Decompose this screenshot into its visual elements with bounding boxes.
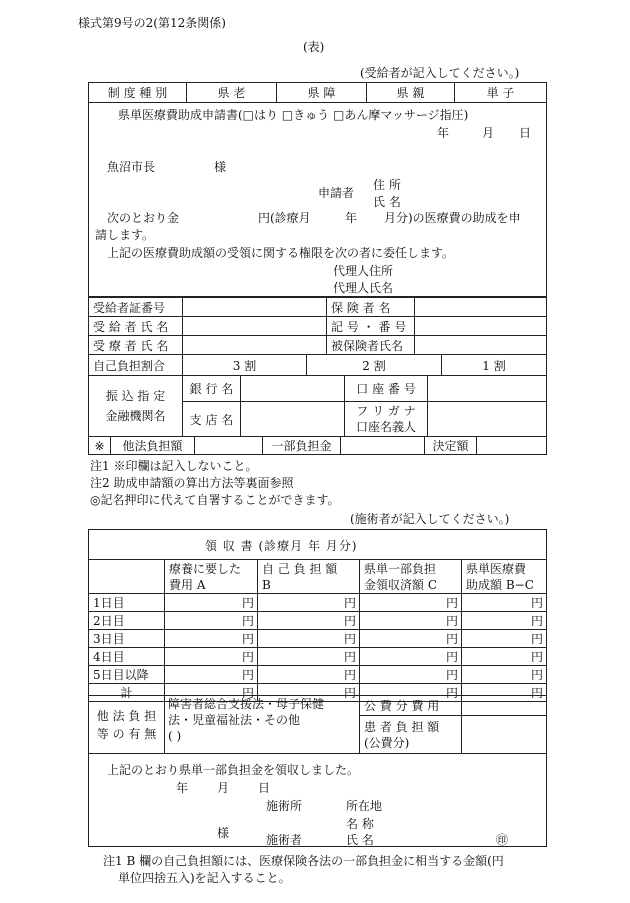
bank-label-1: 振 込 指 定 xyxy=(105,389,166,403)
row-day4-d[interactable]: 円 xyxy=(462,648,547,666)
col-c-line1: 県単一部負担 xyxy=(364,561,437,576)
receipt-col-c xyxy=(360,560,462,594)
symbol-number-field[interactable] xyxy=(415,317,547,336)
row-day3-a[interactable]: 円 xyxy=(165,630,258,648)
location-label: 所在地 xyxy=(346,799,383,813)
laws-line-3: ( ) xyxy=(168,729,182,743)
category-option-ken-sho[interactable]: 県 障 xyxy=(277,83,367,103)
partial-burden-label: 一部負担金 xyxy=(263,437,341,455)
row-day1-b[interactable]: 円 xyxy=(258,594,360,612)
burden-option-2[interactable]: 2 割 xyxy=(307,355,442,376)
row-day5-d[interactable]: 円 xyxy=(462,666,547,684)
note-3: ◎記名押印に代えて自署することができます。 xyxy=(90,493,340,507)
col-d-line2: 助成額 B−C xyxy=(466,577,534,592)
office-mark: ※ xyxy=(89,437,111,455)
category-table xyxy=(88,82,547,103)
furigana-label: フ リ ガ ナ xyxy=(356,404,416,418)
decided-amount-field xyxy=(477,437,547,455)
row-day1-a[interactable]: 円 xyxy=(165,594,258,612)
practitioner-name-label: 氏 名 xyxy=(346,833,374,847)
application-title: 県単医療費助成申請書(□はり □きゅう □あん摩マッサージ指圧) xyxy=(118,108,469,122)
receipt-col-d xyxy=(462,560,547,594)
laws-cell[interactable] xyxy=(165,696,360,754)
date-day: 日 xyxy=(519,126,532,140)
insured-name-label: 被保険者氏名 xyxy=(327,336,415,355)
row-total-c[interactable]: 円 xyxy=(360,684,462,702)
symbol-number-label: 記 号 ・ 番 号 xyxy=(327,317,415,336)
col-b-line2: B xyxy=(262,577,271,592)
insurer-label: 保 険 者 名 xyxy=(327,298,415,317)
branch-field[interactable] xyxy=(241,402,345,437)
insurer-field[interactable] xyxy=(415,298,547,317)
body-amount: 次のとおり金 xyxy=(107,211,180,225)
office-table xyxy=(88,436,547,455)
row-day4-a[interactable]: 円 xyxy=(165,648,258,666)
receipt-col-b xyxy=(258,560,360,594)
date-year: 年 xyxy=(437,126,450,140)
category-option-ken-ro[interactable]: 県 老 xyxy=(187,83,277,103)
applicant-address-label: 住 所 xyxy=(373,178,401,192)
applicant-label: 申請者 xyxy=(318,186,355,200)
bank-name-field[interactable] xyxy=(241,376,345,402)
col-a-line2: 費用 A xyxy=(169,577,206,592)
body-year: 年 xyxy=(345,211,358,225)
account-holder-label xyxy=(345,402,428,437)
row-total-label: 計 xyxy=(89,684,165,702)
note-2: 注2 助成申請額の算出方法等裏面参照 xyxy=(90,476,294,490)
side-label: (表) xyxy=(303,40,325,54)
body-end: 請します。 xyxy=(95,228,155,242)
received-month: 月 xyxy=(217,781,230,795)
bank-designation xyxy=(89,376,183,437)
row-day5-b[interactable]: 円 xyxy=(258,666,360,684)
burden-table xyxy=(88,354,547,376)
other-law-label-1: 他 法 負 担 xyxy=(96,708,157,723)
row-day4-label: 4日目 xyxy=(89,648,165,666)
recipient-note: (受給者が記入してください。) xyxy=(360,66,520,80)
row-day2-b[interactable]: 円 xyxy=(258,612,360,630)
recipient-name-label: 受 給 者 氏 名 xyxy=(89,317,183,336)
holder-label: 口座名義人 xyxy=(355,420,416,434)
receipt-table xyxy=(88,559,547,702)
receipt-col-a xyxy=(165,560,258,594)
row-day3-c[interactable]: 円 xyxy=(360,630,462,648)
row-day5-label: 5日目以降 xyxy=(89,666,165,684)
branch-label: 支 店 名 xyxy=(183,402,241,437)
row-day3-label: 3日目 xyxy=(89,630,165,648)
row-day5-c[interactable]: 円 xyxy=(360,666,462,684)
clinic-name-label: 名 称 xyxy=(346,817,374,831)
other-law-label xyxy=(89,696,165,754)
bank-label-2: 金融機関名 xyxy=(105,409,166,423)
row-day2-label: 2日目 xyxy=(89,612,165,630)
col-c-line2: 金領収済額 C xyxy=(364,577,437,592)
practitioner-note: (施術者が記入してください。) xyxy=(350,512,510,526)
other-law-label-2: 等 の 有 無 xyxy=(96,726,157,741)
recipient-cert-field[interactable] xyxy=(183,298,327,317)
other-law-table xyxy=(88,695,547,754)
date-month: 月 xyxy=(482,126,495,140)
addressee-sama: 様 xyxy=(214,160,227,174)
received-text: 上記のとおり県単一部負担金を領収しました。 xyxy=(107,763,360,777)
row-total-a[interactable]: 円 xyxy=(165,684,258,702)
partial-burden-field xyxy=(341,437,425,455)
public-fee-label: 公 費 分 費 用 xyxy=(360,696,462,716)
account-holder-field[interactable] xyxy=(428,402,547,437)
row-total-d[interactable]: 円 xyxy=(462,684,547,702)
row-day5-a[interactable]: 円 xyxy=(165,666,258,684)
decided-amount-label: 決定額 xyxy=(425,437,477,455)
category-label: 制 度 種 別 xyxy=(89,83,187,103)
other-burden-label: 他法負担額 xyxy=(111,437,195,455)
row-day3-b[interactable]: 円 xyxy=(258,630,360,648)
account-number-label: 口 座 番 号 xyxy=(345,376,428,402)
delegation-text: 上記の医療費助成額の受領に関する権限を次の者に委任します。 xyxy=(107,246,455,260)
laws-line-2: 法・児童福祉法・その他 xyxy=(168,713,301,727)
practitioner-label: 施術者 xyxy=(266,833,303,847)
other-burden-field xyxy=(195,437,263,455)
account-number-field[interactable] xyxy=(428,376,547,402)
agent-name: 代理人氏名 xyxy=(333,281,394,295)
row-day3-d[interactable]: 円 xyxy=(462,630,547,648)
clinic-label: 施術所 xyxy=(266,799,303,813)
category-option-tanshi[interactable]: 単 子 xyxy=(455,83,547,103)
col-b-line1: 自 己 負 担 額 xyxy=(262,561,338,576)
received-year: 年 xyxy=(176,781,189,795)
footnote-2: 単位四捨五入)を記入すること。 xyxy=(118,871,291,885)
insured-name-field[interactable] xyxy=(415,336,547,355)
patient-burden-label xyxy=(360,716,462,754)
note-1: 注1 ※印欄は記入しないこと。 xyxy=(90,459,258,473)
row-day2-c[interactable]: 円 xyxy=(360,612,462,630)
receipt-sama: 様 xyxy=(217,826,230,840)
row-day1-d[interactable]: 円 xyxy=(462,594,547,612)
burden-label: 自己負担割合 xyxy=(89,355,183,376)
bank-name-label: 銀 行 名 xyxy=(183,376,241,402)
public-fee-field[interactable] xyxy=(462,696,547,716)
row-day1-label: 1日目 xyxy=(89,594,165,612)
row-day2-a[interactable]: 円 xyxy=(165,612,258,630)
seal-mark: ㊞ xyxy=(496,833,509,847)
patient-name-label: 受 療 者 氏 名 xyxy=(89,336,183,355)
patient-burden-field[interactable] xyxy=(462,716,547,754)
applicant-name-label: 氏 名 xyxy=(373,195,401,209)
burden-option-3[interactable]: 3 割 xyxy=(183,355,307,376)
footnote-1: 注1 B 欄の自己負担額には、医療保険各法の一部負担金に相当する金額(円 xyxy=(103,854,504,868)
bank-table xyxy=(88,375,547,437)
received-day: 日 xyxy=(258,781,271,795)
col-a-line1: 療養に要した xyxy=(169,561,242,576)
form-number: 様式第9号の2(第12条関係) xyxy=(78,16,226,30)
info-table xyxy=(88,297,547,355)
recipient-cert-label: 受給者証番号 xyxy=(89,298,183,317)
laws-line-1: 障害者総合支援法・母子保健 xyxy=(168,697,325,711)
addressee: 魚沼市長 xyxy=(107,160,156,174)
receipt-header-blank xyxy=(89,560,165,594)
patient-burden-line-2: (公費分) xyxy=(364,735,410,750)
recipient-name-field[interactable] xyxy=(183,317,327,336)
receipt-title: 領 収 書 (診療月 年 月分) xyxy=(205,539,358,553)
agent-address: 代理人住所 xyxy=(333,264,394,278)
row-day4-c[interactable]: 円 xyxy=(360,648,462,666)
burden-option-1[interactable]: 1 割 xyxy=(442,355,547,376)
patient-burden-line-1: 患 者 負 担 額 xyxy=(364,719,440,734)
body-month-suffix: 月分)の医療費の助成を申 xyxy=(384,211,521,225)
row-total-b[interactable]: 円 xyxy=(258,684,360,702)
row-day4-b[interactable]: 円 xyxy=(258,648,360,666)
row-day2-d[interactable]: 円 xyxy=(462,612,547,630)
category-option-ken-shin[interactable]: 県 親 xyxy=(367,83,455,103)
patient-name-field[interactable] xyxy=(183,336,327,355)
col-d-line1: 県単医療費 xyxy=(466,561,527,576)
body-month-label: 円(診療月 xyxy=(258,211,311,225)
row-day1-c[interactable]: 円 xyxy=(360,594,462,612)
